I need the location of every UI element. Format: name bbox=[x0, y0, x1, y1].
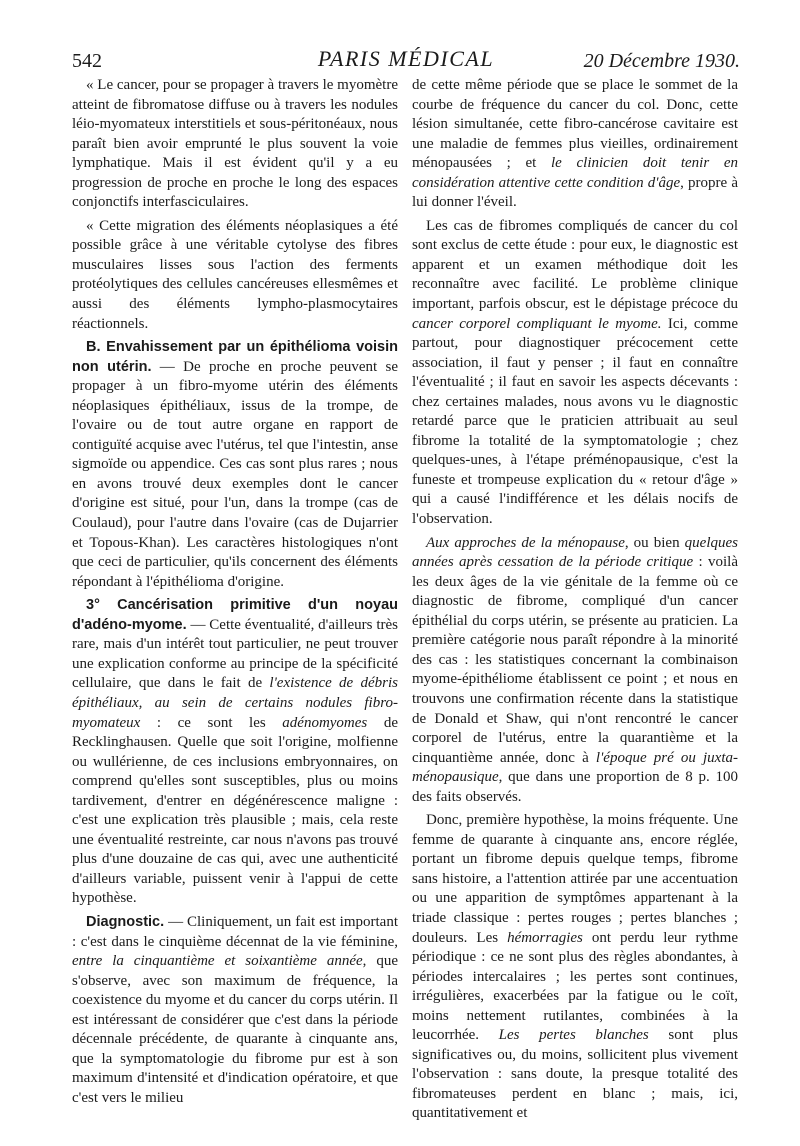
paragraph-text: : ce sont les bbox=[140, 714, 283, 731]
paragraph-text: : voilà les deux âges de la vie génitale de la femme où ce diagnostic de fibrome, compliqué d'un cancer épithélial du corps utérin, se présente au praticien. La première catégorie nous paraît répondre à la minorité des cas : les statistiques concernant la combinaison myome-épithéliome établissent ce point ; et nous en trouvons une confirmation récente dans la statistique de Donald et Shaw, qui n'ont rencontré le cancer corporel de l'utérus, entre la quarantième et la cinquantième année, donc à bbox=[412, 554, 738, 766]
paragraph-text: de Recklinghausen. Quelle que soit l'origine, molfienne ou wullérienne, de ces inclusions embryonnaires, on comprend qu'elles sont susceptibles, plus ou moins tardivement, d'entrer en dégénérescence maligne : c'est une explication très plausible ; mais, cela reste une éventualité restreinte, car nous n'avons pas trouvé plus d'une douzaine de cas qui, avec une authenticité d'ailleurs variable, puissent venir à l'appui de cette hypothèse. bbox=[72, 714, 398, 907]
paragraph-text: — Cette éventualité, d'ailleurs très rare, mais d'un intérêt tout particulier, ne peut trouver une explication conforme au principe de la spécificité cellulaire, que dans le fait de bbox=[72, 616, 398, 692]
italic-text: hémorragies bbox=[507, 929, 583, 946]
paragraph-text: Ici, comme partout, pour diagnostiquer précocement cette association, il faut y penser ; il faut en connaître l'éventualité ; il faut en savoir les aspects décevants : chez certaines malades, nous avons vu le diagnostic retardé parce que le praticien attribuait au seul fibrome la totalité de la symptomatologie ; chez quelques-unes, à l'étape préménopausique, c'est la funeste et trompeuse explication du « retour d'âge » qui a causé l'indifférence et les délais nocifs de l'observation. bbox=[412, 315, 738, 528]
diagnostic-paragraph bbox=[72, 913, 398, 1108]
italic-text: quelques années après cessation de la période critique bbox=[412, 534, 738, 571]
paragraph-text: — Cliniquement, un fait est important : c'est dans le cinquième décennat de la vie féminine, bbox=[72, 913, 398, 950]
section-3-paragraph bbox=[72, 596, 398, 909]
paragraph-text: « Le cancer, pour se propager à travers le myomètre atteint de fibromatose diffuse ou à travers les nodules léio-myomateux interstitiels et sous-péritonéaux, nous paraît bien avoir emprunté le plus souvent la voie lymphatique. Mais il est évident qu'il y a eu progression de proche en proche le long des espaces conjonctifs interfasciculaires. bbox=[72, 77, 398, 211]
journal-title: PARIS MÉDICAL bbox=[317, 46, 495, 71]
italic-text: entre la cinquantième et soixantième année bbox=[72, 953, 363, 970]
left-column bbox=[72, 76, 398, 1112]
paragraph bbox=[72, 217, 398, 334]
right-column bbox=[412, 76, 738, 1128]
paragraph-text: , ou bien bbox=[624, 534, 685, 551]
italic-text: Aux approches de la ménopause bbox=[426, 534, 625, 551]
paragraph bbox=[412, 534, 738, 808]
section-heading: B. Envahissement par un épithélioma voisin non utérin. bbox=[72, 339, 398, 375]
paragraph-text: , que dans une proportion de 8 p. 100 des faits observés. bbox=[412, 769, 738, 805]
paragraph bbox=[72, 76, 398, 213]
paragraph-text: ont perdu leur rythme périodique : ce ne sont plus des règles abondantes, à périodes intercalaires ; les pertes sont continues, irrégulières, exacerbées par la fatigue ou le coït, moins nettement rutilantes, combinées à la leucorrhée. bbox=[412, 929, 738, 1044]
section-heading: 3° Cancérisation primitive d'un noyau d'adéno-myome. bbox=[72, 597, 398, 633]
italic-text: adénomyomes bbox=[282, 714, 368, 731]
issue-date: 20 Décembre 1930. bbox=[583, 50, 740, 72]
paragraph-text: Donc, première hypothèse, la moins fréquente. Une femme de quarante à cinquante ans, encore réglée, portant un fibrome depuis quelque temps, fibrome sans histoire, a l'attention attirée par une accentuation ou une apparition de symptômes appartenant à la triade classique : pertes rouges ; pertes blanches ; douleurs. Les bbox=[412, 812, 738, 946]
italic-text: l'existence de débris épithéliaux, au sein de certains nodules fibro-myomateux bbox=[72, 675, 398, 731]
paragraph-text: sont plus significatives ou, du moins, sollicitent plus vivement l'observation : sans doute, la presque totalité des fibromateuses perdent en blanc ; mais, ici, quantitativement et bbox=[412, 1027, 738, 1122]
paragraph bbox=[412, 811, 738, 1124]
paragraph bbox=[412, 217, 738, 530]
page-header bbox=[72, 44, 740, 74]
paragraph-text: Les cas de fibromes compliqués de cancer du col sont exclus de cette étude : pour eux, le diagnostic est apparent et un examen méthodique doit les reconnaître avec facilité. Le problème clinique important, parfois obscur, est le dépistage précoce du bbox=[412, 217, 738, 313]
paragraph-text: de cette même période que se place le sommet de la courbe de fréquence du cancer du col. Donc, cette lésion simultanée, cette fibro-cancérose cavitaire est une maladie de femmes plus vieilles, ordinairement ménopausées ; et bbox=[412, 77, 738, 172]
paragraph-text: « Cette migration des éléments néoplasiques a été possible grâce à une véritable cytolyse des fibres musculaires lisses sous l'action des ferments protéolytiques des cellules cancéreuses ellesmêmes et aussi des éléments lympho-plasmocytaires réactionnels. bbox=[72, 217, 398, 332]
paragraph-text: , que s'observe, avec son maximum de fréquence, la coexistence du myome et du cancer du corps utérin. Il est intéressant de considérer que c'est dans la période décennale précédente, de quarante à cinquante ans, que la symptomatologie du fibrome pur est à son maximum d'intensité et d'indication opératoire, et que c'est vers le milieu bbox=[72, 953, 398, 1106]
italic-text: le clinicien doit tenir en considération attentive cette condition d'âge bbox=[412, 155, 738, 191]
paragraph-text: — De proche en proche peuvent se propager à un fibro-myome utérin des éléments néoplasiques épithéliaux, issus de la trompe, de l'ovaire ou de tout autre organe en rapport de contiguïté acquise avec l'utérus, tel que l'intestin, anse sigmoïde ou appendice. Ces cas sont plus rares ; nous en avons trouvé deux exemples dont le cancer d'origine est situé, pour l'un, dans la trompe (cas de Coulaud), pour l'autre dans l'ovaire (cas de Dujarrier et Topous-Khan). Les caractères histologiques n'ont que ceci de particulier, qu'ils concernent des éléments répondant à l'épithélioma d'origine. bbox=[72, 358, 398, 590]
section-b-paragraph bbox=[72, 338, 398, 592]
paragraph bbox=[412, 76, 738, 213]
paragraph-text: , propre à lui donner l'éveil. bbox=[412, 174, 738, 211]
italic-text: cancer corporel compliquant le myome. bbox=[412, 315, 662, 332]
italic-text: Les pertes blanches bbox=[498, 1027, 649, 1044]
section-heading: Diagnostic. bbox=[86, 913, 165, 930]
italic-text: l'époque pré ou juxta-ménopausique bbox=[412, 749, 738, 786]
page-number: 542 bbox=[72, 50, 102, 72]
